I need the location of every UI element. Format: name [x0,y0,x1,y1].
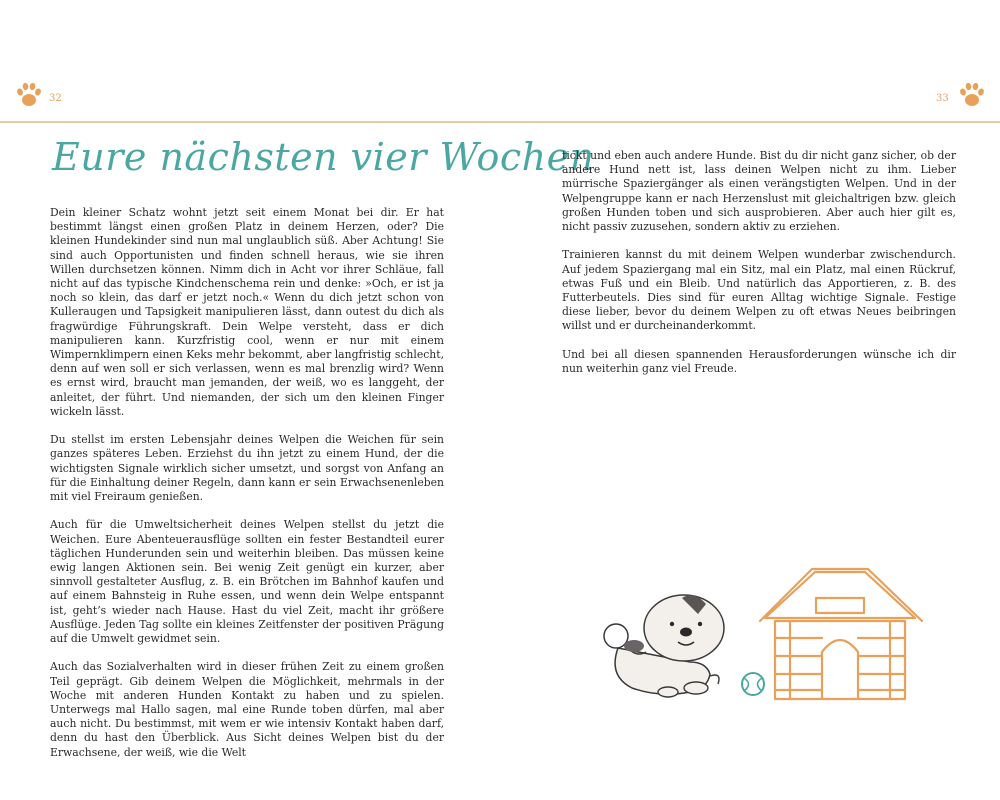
right-column [562,149,956,390]
puppy-icon [604,595,724,697]
paragraph: Auch für die Umweltsicherheit deines Welpen stellst du jetzt die Weichen. Eure Abenteuerausflüge sollten ein fester Bestandteil eurer täglichen Hunderunden sein und weiterhin bleiben. Das müssen keine ewig langen Aktionen sein. Bei wenig Zeit genügt ein kurzer, aber sinnvoll gestalteter Ausflug, z. B. ein Brötchen im Bahnhof kaufen und auf einem Bahnsteig in Ruhe essen, und wenn dein Welpe entspannt ist, geht’s wieder nach Hause. Hast du viel Zeit, macht ihr größere Ausflüge. Jeden Tag sollte ein kleines Zeitfenster der positiven Prägung auf die Umwelt gewidmet sein. [50,518,444,646]
paragraph: tickt und eben auch andere Hunde. Bist du dir nicht ganz sicher, ob der andere Hund nett ist, lass deinen Welpen nicht zu ihm. Lieber mürrische Spaziergänger als einen verängstigten Welpen. Und in der Welpengruppe kann er nach Herzenslust mit gleichaltrigen bzw. gleich großen Hunden toben und sich ausprobieren. Aber auch hier gilt es, nicht passiv zuzusehen, sondern aktiv zu erziehen. [562,149,956,234]
page-number-left: 32 [49,93,62,104]
left-column [50,206,444,774]
paragraph: Und bei all diesen spannenden Herausforderungen wünsche ich dir nun weiterhin ganz viel Freude. [562,347,956,376]
header-divider [0,121,1000,123]
page-number-right: 33 [936,93,949,104]
paragraph: Auch das Sozialverhalten wird in dieser frühen Zeit zu einem großen Teil geprägt. Gib deinem Welpen die Möglichkeit, mehrmals in der Woche mit anderen Hunden Kontakt zu haben und zu spielen. Unterwegs mal Hallo sagen, mal eine Runde toben dürfen, mal aber auch nicht. Du bestimmst, mit wem er wie intensiv Kontakt haben darf, denn du hast den Überblick. Aus Sicht deines Welpen bist du der Erwachsene, der weiß, wie die Welt [50,660,444,759]
doghouse-icon [760,569,922,699]
ball-icon [742,673,764,695]
page-title: Eure nächsten vier Wochen [52,135,595,179]
paw-icon [957,80,987,110]
paragraph: Trainieren kannst du mit deinem Welpen wunderbar zwischendurch. Auf jedem Spaziergang mal ein Sitz, mal ein Platz, mal einen Rückruf, etwas Fuß und ein Bleib. Und natürlich das Apportieren, z. B. des Futterbeutels. Dies sind für euren Alltag wichtige Signale. Festige diese lieber, bevor du deinem Welpen zu oft etwas Neues beibringen willst und er durcheinanderkommt. [562,248,956,333]
paragraph: Dein kleiner Schatz wohnt jetzt seit einem Monat bei dir. Er hat bestimmt längst einen großen Platz in deinem Herzen, oder? Die kleinen Hundekinder sind nun mal unglaublich süß. Aber Achtung! Sie sind auch Opportunisten und finden schnell heraus, wie sie ihren Willen durchsetzen können. Nimm dich in Acht vor ihrer Schläue, fall nicht auf das typische Kindchenschema rein und denke: »Och, er ist ja noch so klein, das darf er jetzt noch.« Wenn du dich jetzt schon von Kulleraugen und Tapsigkeit manipulieren lässt, dann outest du dich als fragwürdige Führungskraft. Dein Welpe versteht, dass er dich manipulieren kann. Kurzfristig cool, wenn er nur mit einem Wimpernklimpern einen Keks mehr bekommt, aber langfristig schlecht, denn auf wen soll er sich verlassen, wenn es mal brenzlig wird? Wenn es ernst wird, braucht man jemanden, der weiß, wo es langgeht, der anleitet, der führt. Und niemanden, der sich um den kleinen Finger wickeln lässt. [50,206,444,418]
puppy-with-doghouse-illustration [590,566,935,706]
paw-icon [14,80,44,110]
paragraph: Du stellst im ersten Lebensjahr deines Welpen die Weichen für sein ganzes späteres Leben. Erziehst du ihn jetzt zu einem Hund, der die wichtigsten Signale wirklich sicher umsetzt, und sorgst von Anfang an für die Einhaltung deiner Regeln, dann kann er sein Erwachsenenleben mit viel Freiraum genießen. [50,433,444,504]
